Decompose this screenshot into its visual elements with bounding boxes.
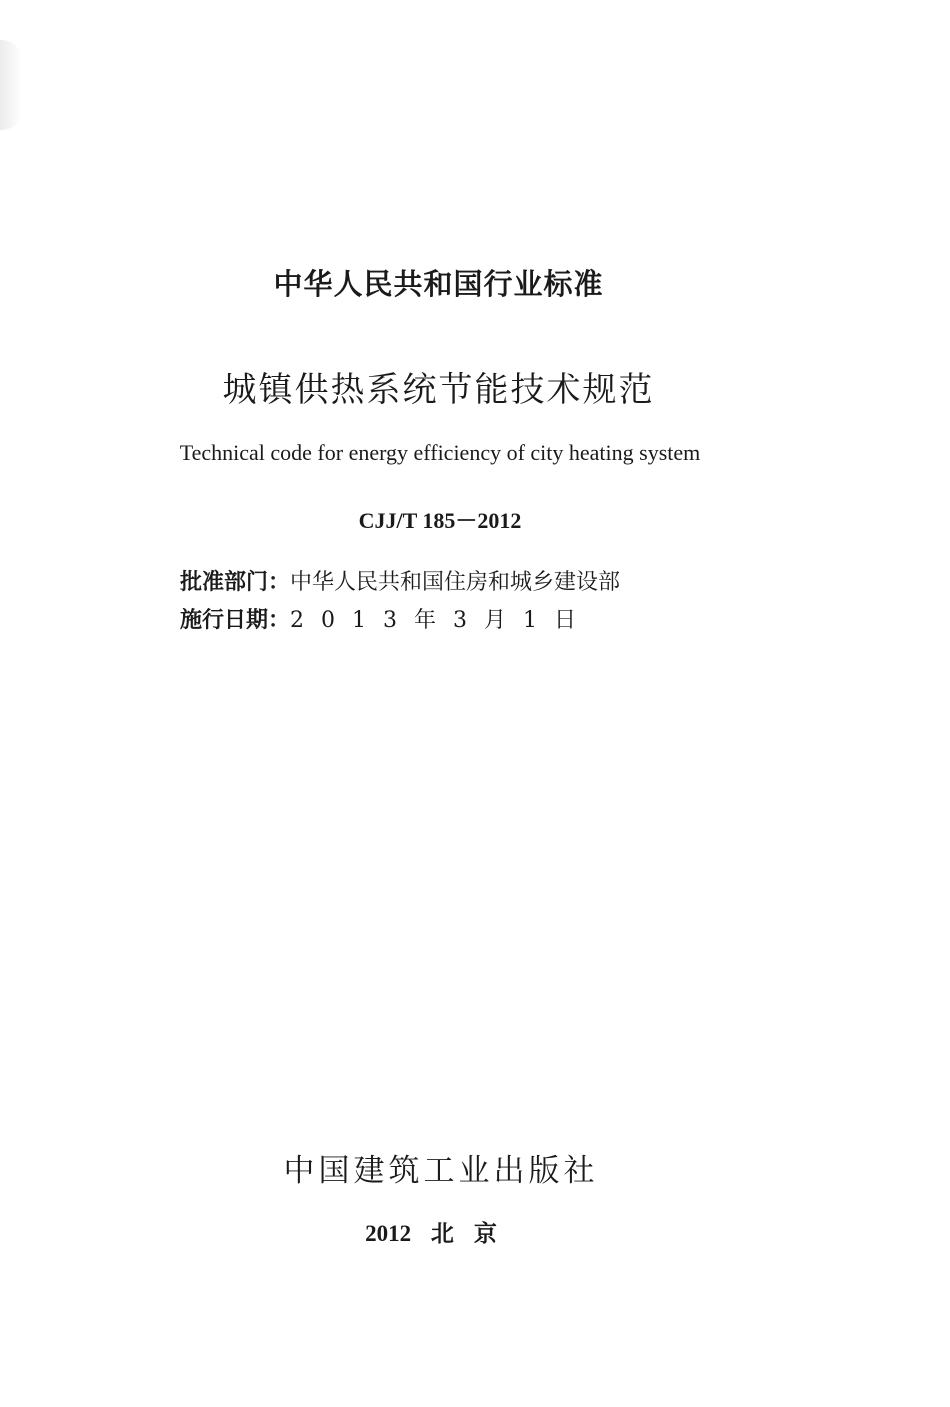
chinese-title: 城镇供热系统节能技术规范 xyxy=(222,370,655,410)
english-title: Technical code for energy efficiency of city heating system xyxy=(179,440,701,465)
approval-value: 中华人民共和国住房和城乡建设部 xyxy=(290,570,621,595)
scan-artifact xyxy=(0,40,22,130)
approval-department-row xyxy=(180,565,620,596)
standard-type-heading: 中华人民共和国行业标准 xyxy=(273,267,604,301)
publisher-name: 中国建筑工业出版社 xyxy=(283,1153,599,1189)
publication-line xyxy=(0,1215,882,1248)
effective-date-row xyxy=(180,603,593,634)
effective-separator: ： xyxy=(268,608,291,633)
standard-code-number: CJJ/T 185－2012 xyxy=(358,508,522,533)
approval-label: 批准部门 xyxy=(180,570,269,595)
approval-separator: ： xyxy=(268,570,291,595)
publication-city: 北京 xyxy=(430,1221,517,1247)
effective-label: 施行日期 xyxy=(180,608,269,633)
publication-year: 2012 xyxy=(365,1221,412,1246)
effective-value: 2013年3月1日 xyxy=(290,608,594,633)
